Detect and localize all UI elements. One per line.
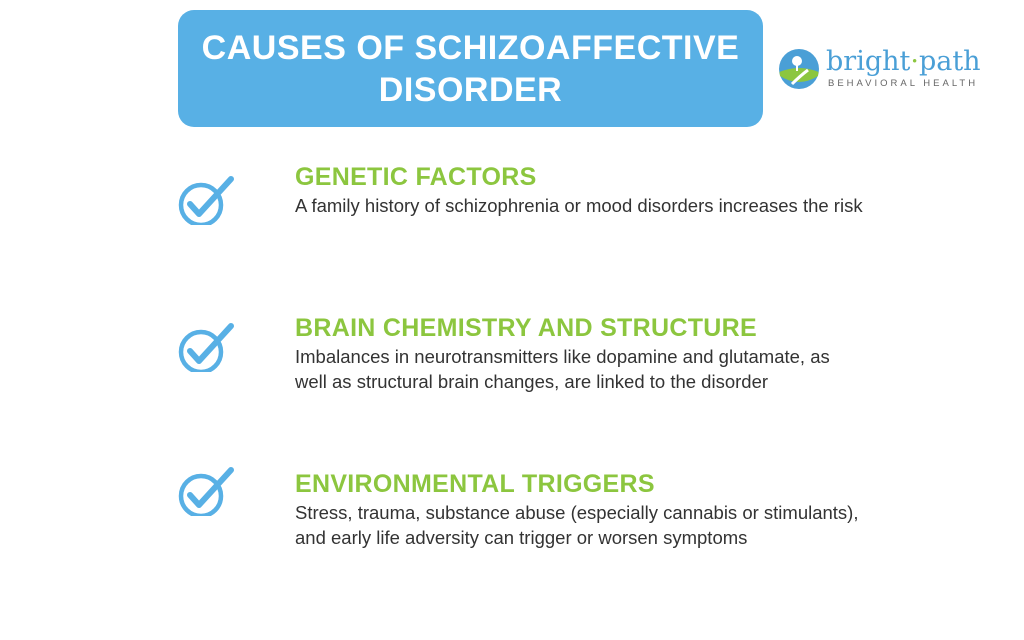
logo-wordmark: bright·path bbox=[826, 46, 981, 77]
logo-subtitle: BEHAVIORAL HEALTH bbox=[828, 78, 979, 89]
brand-logo bbox=[778, 46, 998, 94]
title-banner bbox=[178, 10, 763, 127]
check-circle-icon bbox=[176, 322, 234, 372]
page-title-line-2: DISORDER bbox=[378, 70, 563, 109]
item-description: Stress, trauma, substance abuse (especially cannabis or stimulants), and early life adversity can trigger or worsen symptoms bbox=[295, 502, 859, 548]
item-description: A family history of schizophrenia or mood disorders increases the risk bbox=[295, 195, 863, 216]
check-circle-icon bbox=[176, 466, 234, 516]
item-heading: GENETIC FACTORS bbox=[295, 163, 537, 191]
page-title-line-1: CAUSES OF SCHIZOAFFECTIVE bbox=[201, 28, 740, 67]
item-description: Imbalances in neurotransmitters like dopamine and glutamate, as well as structural brain changes, are linked to the disorder bbox=[295, 346, 830, 392]
item-heading: BRAIN CHEMISTRY AND STRUCTURE bbox=[295, 314, 757, 342]
check-circle-icon bbox=[176, 175, 234, 225]
item-heading: ENVIRONMENTAL TRIGGERS bbox=[295, 470, 655, 498]
logo-tree-icon bbox=[778, 48, 820, 90]
